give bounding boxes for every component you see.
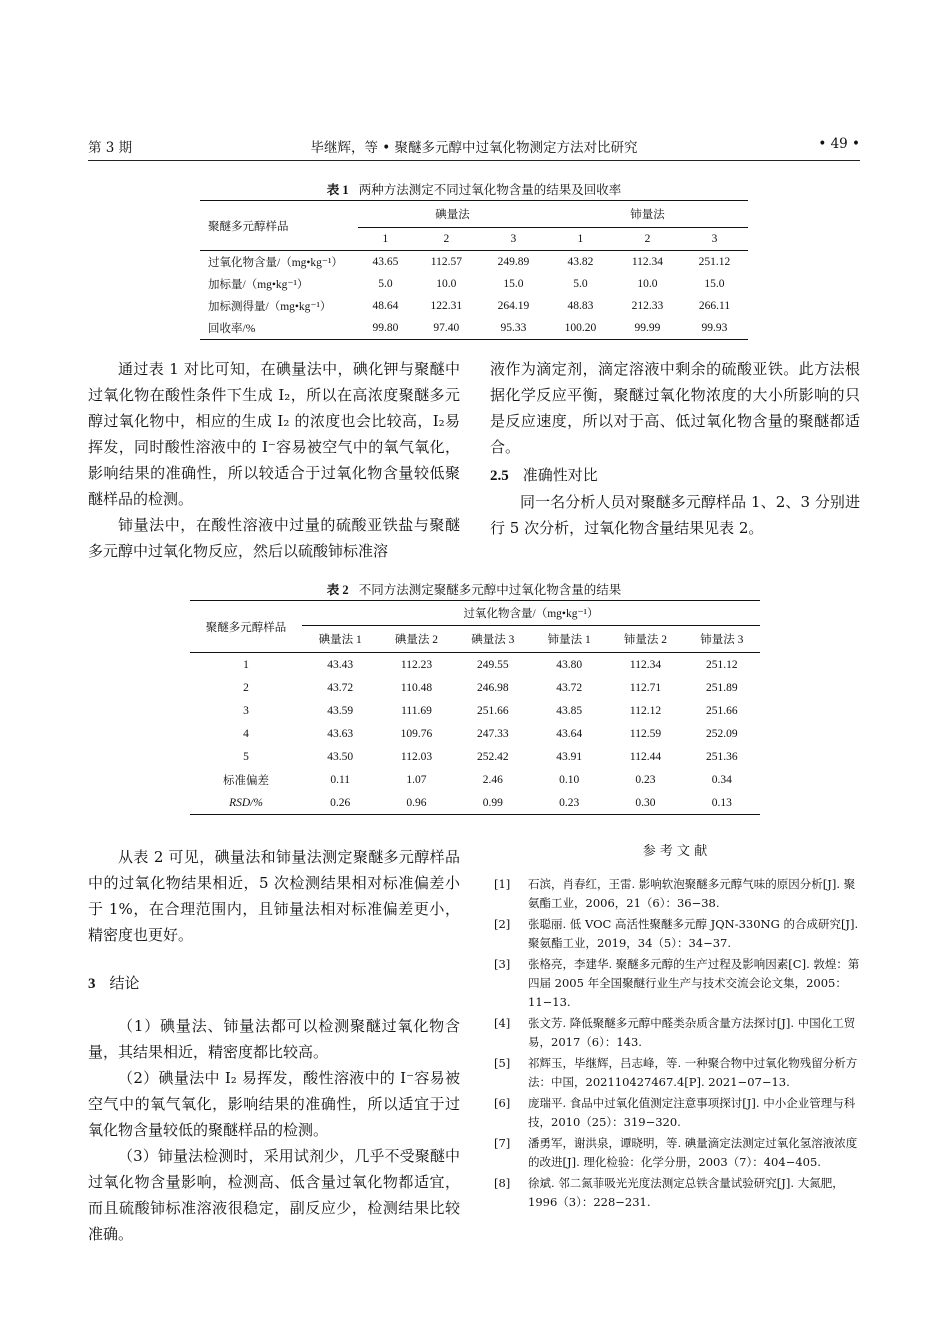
table-cell: 0.23 [635, 773, 656, 786]
table-row [190, 676, 760, 699]
table2-caption-text: 不同方法测定聚醚多元醇中过氧化物含量的结果 [358, 582, 622, 597]
body-left-lower [88, 844, 460, 1247]
section-number: 2.5 [490, 468, 509, 484]
reference-item [490, 915, 860, 953]
table1-caption-text: 两种方法测定不同过氧化物含量的结果及回收率 [358, 182, 622, 197]
section-3-heading [88, 970, 460, 997]
table-cell: 266.11 [698, 300, 731, 312]
paragraph: 同一名分析人员对聚醚多元醇样品 1、2、3 分别进行 5 次分析，过氧化物含量结果见表 2。 [490, 493, 860, 537]
row-label: 5 [243, 750, 249, 763]
table-row [190, 791, 760, 815]
reference-item [490, 955, 860, 1012]
table-cell: 251.36 [706, 750, 738, 763]
paragraph: 从表 2 可见，碘量法和铈量法测定聚醚多元醇样品中的过氧化物结果相近，5 次检测结果相对标准偏差小于 1%，在合理范围内，且铈量法相对标准偏差更小，精密度也更好。 [88, 848, 460, 944]
table-cell: 264.19 [497, 300, 530, 312]
table-cell: 43.80 [556, 658, 583, 671]
table2-col-header: 碘量法 1 [318, 634, 362, 646]
table-cell: 0.10 [559, 773, 580, 786]
table-cell: 43.43 [327, 658, 354, 671]
table2-sample-header: 聚醚多元醇样品 [190, 601, 302, 653]
header-rule [88, 160, 860, 161]
row-label: 1 [243, 658, 249, 671]
table-cell: 48.64 [372, 300, 399, 312]
table-cell: 112.12 [629, 704, 662, 717]
table-cell: 252.42 [477, 750, 509, 763]
table-cell: 10.0 [637, 278, 658, 290]
table-cell: 5.0 [573, 278, 588, 290]
table-cell: 43.65 [372, 256, 399, 268]
reference-number: [6] [494, 1096, 511, 1110]
table-cell: 43.82 [567, 256, 594, 268]
table-cell: 249.89 [497, 256, 530, 268]
table-cell: 15.0 [503, 278, 524, 290]
table1-col-header: 2 [644, 233, 651, 245]
table-cell: 43.50 [327, 750, 354, 763]
table2-caption [88, 580, 860, 598]
reference-text: 庞瑞平. 食品中过氧化值测定注意事项探讨[J]. 中小企业管理与科技，2010（25）：319−320. [528, 1096, 856, 1129]
reference-number: [5] [494, 1056, 511, 1070]
conclusion-item: （3）铈量法检测时，采用试剂少，几乎不受聚醚中过氧化物含量影响，检测高、低含量过氧化物都适宜，而且硫酸铈标准溶液很稳定，副反应少，检测结果比较准确。 [88, 1147, 460, 1243]
references [490, 842, 860, 1214]
reference-item [490, 1134, 860, 1172]
table1 [200, 200, 748, 340]
reference-text: 祁辉玉，毕继辉，吕志峰，等. 一种聚合物中过氧化物残留分析方法：中国，202110427467.4[P]. 2021−07−13. [528, 1056, 858, 1089]
row-label: 3 [243, 704, 249, 717]
table-cell: 99.93 [701, 322, 728, 334]
table2-col-header: 碘量法 3 [471, 634, 515, 646]
table-cell: 251.89 [706, 681, 738, 694]
table-cell: 212.33 [631, 300, 664, 312]
table-cell: 0.34 [711, 773, 732, 786]
table-cell: 252.09 [706, 727, 738, 740]
table2 [190, 600, 760, 815]
table-cell: 122.31 [430, 300, 463, 312]
table-row [200, 273, 748, 295]
table-cell: 112.57 [430, 256, 462, 268]
table-row [200, 295, 748, 317]
table-cell: 1.07 [406, 773, 427, 786]
table-cell: 100.20 [564, 322, 597, 334]
table-cell: 112.34 [629, 658, 662, 671]
table-cell: 43.64 [556, 727, 583, 740]
table-cell: 97.40 [433, 322, 460, 334]
reference-number: [2] [494, 917, 511, 931]
table-cell: 15.0 [704, 278, 725, 290]
table-cell: 110.48 [400, 681, 433, 694]
table-cell: 112.59 [629, 727, 662, 740]
row-label: 标准偏差 [223, 774, 269, 787]
reference-item [490, 1054, 860, 1092]
table-cell: 251.66 [477, 704, 509, 717]
table-row [190, 745, 760, 768]
table-row [200, 317, 748, 340]
table1-method2-header: 铈量法 [547, 201, 748, 228]
table2-caption-number: 表 2 [326, 583, 349, 597]
conclusion-item: （1）碘量法、铈量法都可以检测聚醚过氧化物含量，其结果相近，精密度都比较高。 [88, 1017, 460, 1061]
table-cell: 251.12 [698, 256, 731, 268]
table-cell: 111.69 [401, 704, 432, 717]
table-cell: 0.99 [482, 796, 503, 809]
reference-number: [1] [494, 877, 511, 891]
table1-col-header: 3 [510, 233, 517, 245]
table1-col-header: 1 [577, 233, 584, 245]
references-title: 参 考 文 献 [642, 844, 708, 859]
table-cell: 249.55 [477, 658, 509, 671]
section-number: 3 [88, 976, 96, 992]
reference-item [490, 1174, 860, 1212]
table1-sample-header: 聚醚多元醇样品 [200, 201, 358, 251]
reference-item [490, 1014, 860, 1052]
table-cell: 99.99 [634, 322, 661, 334]
paragraph: 通过表 1 对比可知，在碘量法中，碘化钾与聚醚中过氧化物在酸性条件下生成 I₂，所以在高浓度聚醚多元醇过氧化物中，相应的生成 I₂ 的浓度也会比较高，I₂易挥发，同时酸性溶液中的 I⁻容易被空气中的氧气氧化，影响结果的准确性，所以较适合于过氧化物含量较低聚醚样品的检测。 [88, 360, 460, 508]
body-right [490, 356, 860, 541]
reference-number: [4] [494, 1016, 511, 1030]
table-row [190, 722, 760, 745]
table-cell: 43.63 [327, 727, 354, 740]
table-cell: 112.23 [400, 658, 433, 671]
reference-text: 张聪丽. 低 VOC 高活性聚醚多元醇 JQN-330NG 的合成研究[J]. 聚氨酯工业，2019，34（5）：34−37. [528, 917, 859, 950]
table2-col-header: 铈量法 3 [700, 634, 744, 646]
reference-text: 徐斌. 邻二氮菲吸光光度法测定总铁含量试验研究[J]. 大氮肥，1996（3）：228−231. [528, 1176, 844, 1209]
table2-group-header: 过氧化物含量/（mg•kg⁻¹） [302, 601, 760, 626]
section-2-5-heading [490, 462, 860, 489]
table-cell: 5.0 [378, 278, 393, 290]
table-cell: 48.83 [567, 300, 594, 312]
table-cell: 43.59 [327, 704, 354, 717]
reference-number: [3] [494, 957, 511, 971]
table-cell: 43.85 [556, 704, 583, 717]
table2-col-header: 铈量法 1 [547, 634, 591, 646]
table-cell: 112.71 [629, 681, 662, 694]
table1-col-header: 2 [443, 233, 450, 245]
table2-col-header: 碘量法 2 [394, 634, 439, 646]
table-cell: 112.34 [631, 256, 664, 268]
table-cell: 0.23 [559, 796, 580, 809]
page-number: • 49 • [818, 136, 860, 152]
row-label: 过氧化物含量/（mg•kg⁻¹） [208, 257, 343, 269]
row-label: 加标测得量/（mg•kg⁻¹） [208, 301, 332, 313]
reference-text: 张文芳. 降低聚醚多元醇中醛类杂质含量方法探讨[J]. 中国化工贸易，2017（6）：143. [528, 1016, 856, 1049]
table-cell: 246.98 [477, 681, 509, 694]
running-title: 毕继辉，等 • 聚醚多元醇中过氧化物测定方法对比研究 [310, 140, 638, 156]
table-row [190, 768, 760, 791]
reference-number: [8] [494, 1176, 511, 1190]
table1-method1-header: 碘量法 [358, 201, 547, 228]
table1-caption-number: 表 1 [326, 183, 349, 197]
table-cell: 43.72 [556, 681, 583, 694]
table-cell: 0.26 [330, 796, 351, 809]
table-cell: 247.33 [477, 727, 509, 740]
conclusion-item: （2）碘量法中 I₂ 易挥发，酸性溶液中的 I⁻容易被空气中的氧气氧化，影响结果的准确性，所以适宜于过氧化物含量较低的聚醚样品的检测。 [88, 1069, 460, 1139]
row-label: 2 [243, 681, 249, 694]
paragraph: 铈量法中，在酸性溶液中过量的硫酸亚铁盐与聚醚多元醇中过氧化物反应，然后以硫酸铈标准溶 [88, 516, 460, 560]
table-cell: 43.91 [556, 750, 583, 763]
row-label: RSD/% [229, 796, 263, 809]
table-cell: 251.66 [706, 704, 738, 717]
table-cell: 251.12 [706, 658, 738, 671]
paragraph: 液作为滴定剂，滴定溶液中剩余的硫酸亚铁。此方法根据化学反应平衡，聚醚过氧化物浓度的大小所影响的只是反应速度，所以对于高、低过氧化物含量的聚醚都适合。 [490, 360, 860, 456]
row-label: 4 [243, 727, 249, 740]
body-left [88, 356, 460, 564]
table1-col-header: 3 [711, 233, 718, 245]
reference-item [490, 1094, 860, 1132]
section-title: 结论 [109, 974, 140, 992]
table-row [190, 699, 760, 722]
table1-caption [88, 180, 860, 198]
reference-text: 潘勇军，谢洪泉，谭晓明，等. 碘量滴定法测定过氧化氢溶液浓度的改进[J]. 理化检验：化学分册，2003（7）：404−405. [528, 1136, 858, 1169]
table-cell: 112.44 [629, 750, 662, 763]
table-row [190, 653, 760, 677]
table-cell: 0.96 [406, 796, 427, 809]
table-cell: 112.03 [400, 750, 433, 763]
row-label: 回收率/% [208, 323, 256, 335]
section-title: 准确性对比 [522, 466, 598, 484]
table-cell: 109.76 [400, 727, 433, 740]
table-cell: 95.33 [500, 322, 527, 334]
reference-text: 张格亮，李建华. 聚醚多元醇的生产过程及影响因素[C]. 敦煌：第四届 2005 年全国聚醚行业生产与技术交流会论文集，2005：11−13. [528, 957, 860, 1009]
table-cell: 0.30 [635, 796, 656, 809]
reference-item [490, 875, 860, 913]
table-row [200, 251, 748, 274]
table-cell: 0.11 [330, 773, 351, 786]
table-cell: 2.46 [482, 773, 503, 786]
reference-text: 石滨，肖春红，王雷. 影响软泡聚醚多元醇气味的原因分析[J]. 聚氨酯工业，2006，21（6）：36−38. [528, 877, 856, 910]
table-cell: 0.13 [711, 796, 732, 809]
issue-number: 第 3 期 [88, 140, 133, 156]
table1-col-header: 1 [382, 233, 389, 245]
reference-number: [7] [494, 1136, 511, 1150]
running-header [88, 136, 860, 158]
table2-col-header: 铈量法 2 [623, 634, 668, 646]
table-cell: 10.0 [436, 278, 457, 290]
row-label: 加标量/（mg•kg⁻¹） [208, 279, 309, 291]
table-cell: 99.80 [372, 322, 399, 334]
table-cell: 43.72 [327, 681, 354, 694]
